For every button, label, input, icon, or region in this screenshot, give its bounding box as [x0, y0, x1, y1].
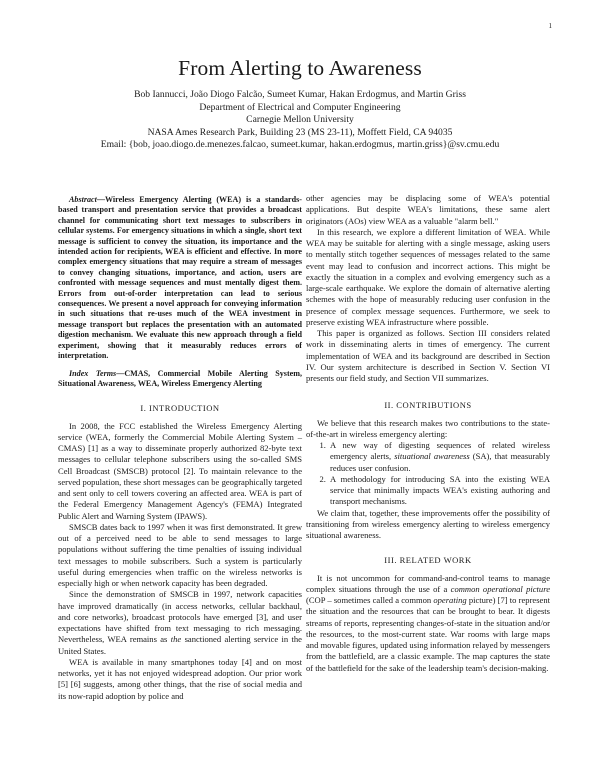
contributions-intro: We believe that this research makes two contributions to the state-of-the-art in wireless emergency alerting:	[306, 417, 550, 439]
intro-paragraph-7: This paper is organized as follows. Section III considers related work in disseminating alerts in times of emergency. The current implementation of WEA and its background are described in Section IV. Our system architecture is described in Section V. Section VI presents our field study, and Section VII summarizes.	[306, 328, 550, 383]
intro-paragraph-3	[58, 589, 302, 657]
abstract-text: —Wireless Emergency Alerting (WEA) is a standards-based transport and presentation service that provides a broadcast channel for communicating short text messages to subscribers in cellular systems. For emergency situations in which a single, short text message is sufficient to convey the situation, its importance and the intended action for recipients, WEA is efficient and effective. In more complex emergency situations that may require a stream of messages to convey changing situations, importance, and action, users are confronted with message sequences and must mentally digest them. Errors from out-of-order interpretation can lead to serious consequences. We present a novel approach for conveying information in such situations that re-uses much of the WEA investment in message transport but replaces the presentation with an automated digestion mechanism. We evaluate this new approach through a field experiment, showing that it measurably reduces errors of interpretation.	[58, 195, 302, 361]
contribution-item-1	[328, 440, 550, 474]
contributions-list	[306, 440, 550, 508]
contribution-1-part-a: A new way of digesting sequences of related wireless emergency alerts,	[330, 440, 550, 462]
author-emails: Email: {bob, joao.diogo.de.menezes.falcao, sumeet.kumar, hakan.erdogmus, martin.griss}@sv.cmu.edu	[100, 139, 500, 151]
abstract-label: Abstract	[69, 195, 97, 204]
contributions-closing: We claim that, together, these improvements offer the possibility of transitioning from wireless emergency alerting to wireless emergency situational awareness.	[306, 507, 550, 540]
intro-paragraph-5: other agencies may be displacing some of WEA's potential applications. But despite WEA's limitations, these same alert originators (AOs) view WEA as a valuable "alarm bell."	[306, 193, 550, 226]
intro-p3-part-a: Since the demonstration of SMSCB in 1997, network capacities have improved dramatically (in access networks, cellular backhaul, and core networks), broadcast protocols have emerged [3], and user expectations have shifted from text messaging to rich messaging. Nevertheless, WEA remains as	[58, 589, 302, 645]
contribution-1-part-b: (SA), that measurably reduces user confusion.	[330, 451, 550, 473]
intro-paragraph-2: SMSCB dates back to 1997 when it was first demonstrated. It grew out of a perceived need to be able to send messages to large populations without suffering the time penalties of issuing individual text messages to mobile subscribers. Such a system is particularly useful during emergencies when traffic on the wireless networks is especially high or when network capacity has been degraded.	[58, 521, 302, 589]
affiliation-department: Department of Electrical and Computer Engineering	[199, 101, 401, 113]
index-terms-text: —CMAS, Commercial Mobile Alerting System, Situational Awareness, WEA, Wireless Emergency Alerting	[58, 368, 303, 388]
abstract	[58, 195, 302, 362]
index-terms-label: Index Terms	[69, 368, 117, 378]
intro-p3-part-b: sanctioned alerting service in the United States.	[58, 634, 302, 656]
index-terms	[58, 369, 302, 390]
intro-paragraph-4: WEA is available in many smartphones today [4] and on most networks, yet it has not enjoyed widespread adoption. Our prior work [5] [6] suggests, among other things, that the rise of social media and its now-rapid adoption by police and	[58, 656, 302, 701]
affiliation-address: NASA Ames Research Park, Building 23 (MS 23-11), Moffett Field, CA 94035	[147, 126, 453, 138]
contribution-item-2: 2. A methodology for introducing SA into the existing WEA service that minimally impacts WEA's existing authoring and transport mechanisms.	[328, 474, 550, 508]
related-paragraph-1	[306, 573, 550, 674]
section-heading-related-work: III. RELATED WORK	[384, 555, 472, 566]
section-heading-introduction: I. INTRODUCTION	[140, 403, 220, 414]
paper-title: From Alerting to Awareness	[178, 56, 422, 80]
left-column	[58, 195, 302, 702]
related-p1-part-b: (COP – sometimes called a common	[306, 595, 434, 605]
intro-p3-emphasis: the	[170, 634, 182, 645]
section-heading-contributions: II. CONTRIBUTIONS	[384, 400, 472, 411]
related-p1-emphasis-1: common operational picture	[450, 583, 550, 594]
page-number: 1	[548, 22, 552, 30]
paper-header	[0, 56, 600, 152]
intro-paragraph-1: In 2008, the FCC established the Wireless Emergency Alerting service (WEA, formerly the Commercial Mobile Alerting System – CMAS) [1] as a way to disseminate properly authorized 82-byte text messages to cellular telephone subscribers using the so-called SMS Cell Broadcast (SMSCB) protocol [2]. To maintain relevance to the served population, these short messages can be geographically targeted and sent only to cell towers covering an affected area. WEA is part of the Federal Emergency Management Agency's (FEMA) Integrated Public Alert and Warning System (IPAWS).	[58, 420, 302, 521]
right-column	[306, 193, 550, 674]
intro-paragraph-6: In this research, we explore a different limitation of WEA. While WEA may be suitable for alerting with a single message, asking users to mentally stitch together sequences of messages related to the same event may lead to confusion and incorrect actions. This might be exactly the situation in a complex and evolving emergency such as a large-scale earthquake. We explore the domain of alternative alerting schemes with the hope of measurably reducing user confusion in the presence of complex message sequences. Furthermore, we seek to preserve existing WEA infrastructure where possible.	[306, 226, 550, 327]
author-list: Bob Iannucci, João Diogo Falcão, Sumeet Kumar, Hakan Erdogmus, and Martin Griss	[134, 89, 466, 100]
related-p1-emphasis-2: operating	[433, 595, 467, 605]
related-p1-part-a: It is not uncommon for command-and-control teams to manage complex situations through the use of a	[306, 572, 550, 594]
affiliation-university: Carnegie Mellon University	[246, 114, 354, 126]
contribution-1-emphasis: situational awareness	[394, 451, 470, 462]
related-p1-part-c: picture) [7] to represent the situation and the resources that can be brought to bear. It digests streams of reports, representing changes-of-state in the situation and/or the resources, to the most-current state. War rooms with large maps and movable figures, updated using information relayed by messengers from the battlefield, are a classic example. The map captures the state of the battlefield for the sake of the leadership team's decision-making.	[306, 595, 550, 673]
